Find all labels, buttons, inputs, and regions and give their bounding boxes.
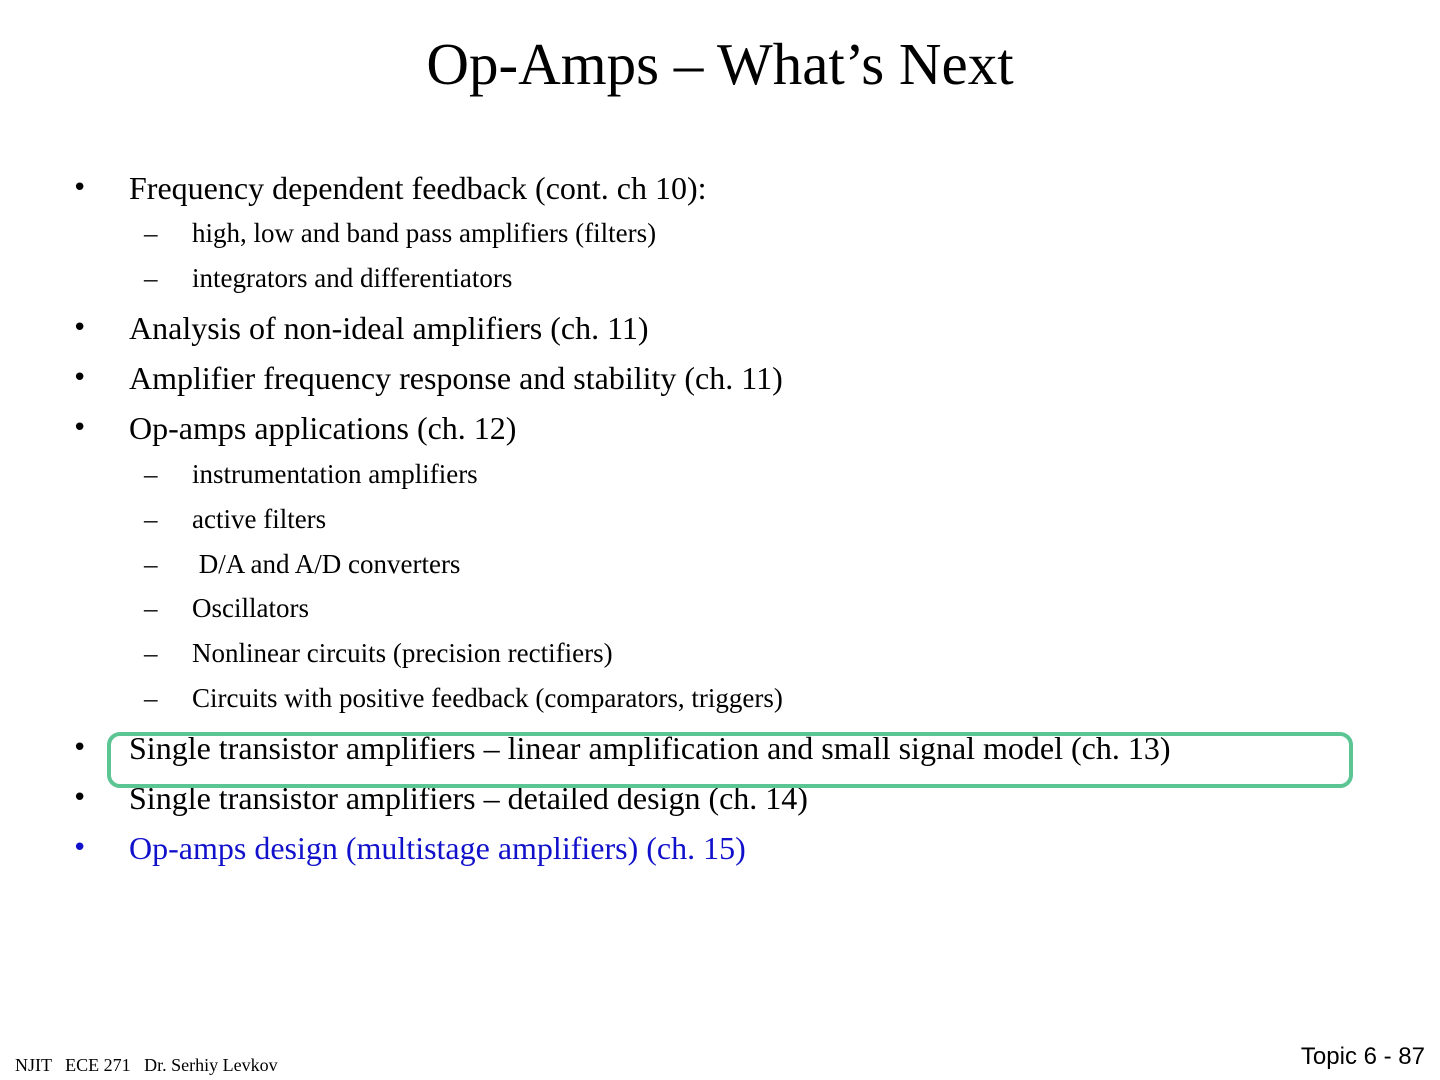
bullet-text: Single transistor amplifiers – linear amplification and small signal model (ch. 13)	[129, 730, 1171, 766]
bullet-item	[72, 308, 649, 348]
dash-marker: –	[144, 638, 158, 668]
slide-number: Topic 6 - 87	[1300, 1043, 1425, 1070]
bullet-text: Frequency dependent feedback (cont. ch 10):	[129, 170, 707, 206]
bullet-item	[72, 168, 707, 208]
sub-item-text: integrators and differentiators	[192, 263, 513, 293]
bullet-marker: •	[72, 833, 88, 863]
dash-marker: –	[144, 593, 158, 623]
bullet-marker: •	[72, 413, 88, 443]
sub-item	[144, 591, 309, 625]
sub-item-text: Oscillators	[192, 593, 309, 623]
sub-item-text: active filters	[192, 504, 327, 534]
sub-item	[144, 216, 657, 250]
dash-marker: –	[144, 504, 158, 534]
sub-item	[144, 636, 613, 670]
sub-item-text: D/A and A/D converters	[192, 549, 461, 579]
bullet-text: Op-amps design (multistage amplifiers) (ch. 15)	[129, 830, 746, 866]
bullet-item	[72, 358, 783, 398]
bullet-text: Amplifier frequency response and stability (ch. 11)	[129, 360, 783, 396]
bullet-text: Single transistor amplifiers – detailed design (ch. 14)	[129, 780, 808, 816]
bullet-marker: •	[72, 173, 88, 203]
sub-item-text: high, low and band pass amplifiers (filters)	[192, 218, 657, 248]
bullet-marker: •	[72, 363, 88, 393]
dash-marker: –	[144, 549, 158, 579]
sub-item	[144, 681, 783, 715]
slide-title: Op-Amps – What’s Next	[426, 31, 1014, 97]
bullet-item-current	[72, 828, 746, 868]
sub-item	[144, 502, 327, 536]
sub-item-text: Circuits with positive feedback (comparators, triggers)	[192, 683, 783, 713]
sub-item	[144, 547, 461, 581]
bullet-marker: •	[72, 733, 88, 763]
bullet-marker: •	[72, 783, 88, 813]
bullet-marker: •	[72, 313, 88, 343]
dash-marker: –	[144, 683, 158, 713]
dash-marker: –	[144, 459, 158, 489]
bullet-text: Analysis of non-ideal amplifiers (ch. 11)	[129, 310, 649, 346]
sub-item-text: instrumentation amplifiers	[192, 459, 478, 489]
footer-course-info: NJIT ECE 271 Dr. Serhiy Levkov	[15, 1055, 278, 1075]
bullet-item	[72, 408, 517, 448]
sub-item-text: Nonlinear circuits (precision rectifiers)	[192, 638, 613, 668]
bullet-text: Op-amps applications (ch. 12)	[129, 410, 517, 446]
sub-item	[144, 457, 478, 491]
dash-marker: –	[144, 218, 158, 248]
sub-item	[144, 261, 513, 295]
dash-marker: –	[144, 263, 158, 293]
highlight-box	[107, 732, 1353, 788]
